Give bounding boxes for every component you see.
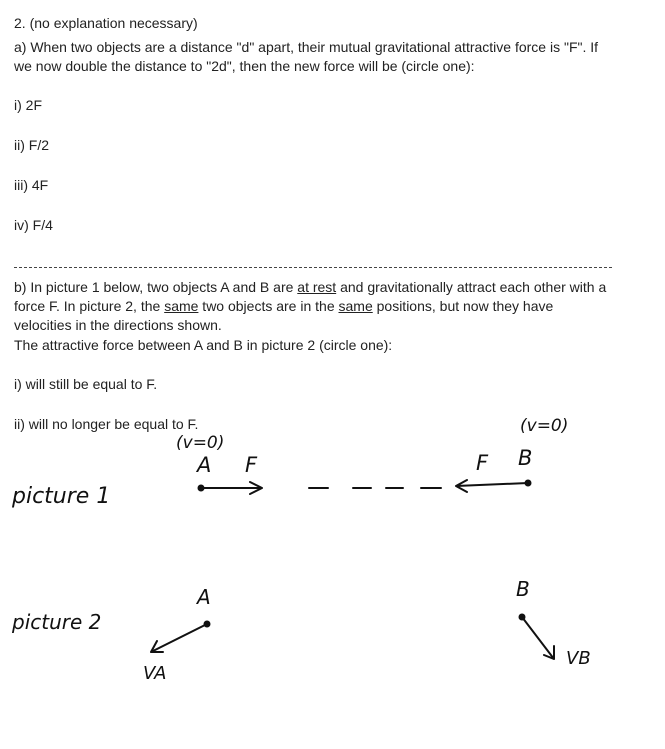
force-arrow-a bbox=[201, 482, 262, 494]
part-a-option-2: ii) F/2 bbox=[14, 137, 49, 153]
velocity-label-a: VA bbox=[143, 663, 167, 684]
part-a-option-3: iii) 4F bbox=[14, 177, 49, 193]
velocity-arrow-a bbox=[151, 624, 207, 652]
part-a-line-1: a) When two objects are a distance "d" apart, their mutual gravitational attractive force is "F". If bbox=[14, 39, 599, 55]
label-b: B bbox=[518, 446, 533, 470]
label-a2: A bbox=[197, 585, 211, 609]
part-b-line-2: force F. In picture 2, the same two objects are in the same positions, but now they have bbox=[14, 298, 554, 314]
picture-2-label: picture 2 bbox=[12, 610, 102, 634]
picture-1-label: picture 1 bbox=[12, 484, 111, 509]
v0-label-b: (v=0) bbox=[520, 416, 569, 436]
part-a-option-1: i) 2F bbox=[14, 97, 42, 113]
part-b-line-4: The attractive force between A and B in picture 2 (circle one): bbox=[14, 337, 393, 353]
force-label-b: F bbox=[476, 451, 489, 475]
part-b-line-3: velocities in the directions shown. bbox=[14, 317, 222, 333]
label-a: A bbox=[197, 453, 212, 477]
underline-at-rest: at rest bbox=[297, 279, 337, 295]
force-label-a: F bbox=[245, 453, 258, 477]
part-b-line-1: b) In picture 1 below, two objects A and B are at rest and gravitationally attract each other with a bbox=[14, 279, 607, 295]
question-header: 2. (no explanation necessary) bbox=[14, 15, 198, 31]
label-b2: B bbox=[516, 577, 530, 601]
underline-same-1: same bbox=[164, 298, 199, 314]
velocity-label-b: VB bbox=[566, 648, 591, 669]
underline-same-2: same bbox=[338, 298, 373, 314]
v0-label-a: (v=0) bbox=[176, 433, 225, 453]
part-a-option-4: iv) F/4 bbox=[14, 217, 53, 233]
force-arrow-b bbox=[456, 480, 528, 492]
part-b-option-1: i) will still be equal to F. bbox=[14, 376, 158, 392]
velocity-arrow-b bbox=[522, 617, 554, 659]
part-b-option-2: ii) will no longer be equal to F. bbox=[14, 416, 199, 432]
part-a-line-2: we now double the distance to "2d", then the new force will be (circle one): bbox=[14, 58, 475, 74]
